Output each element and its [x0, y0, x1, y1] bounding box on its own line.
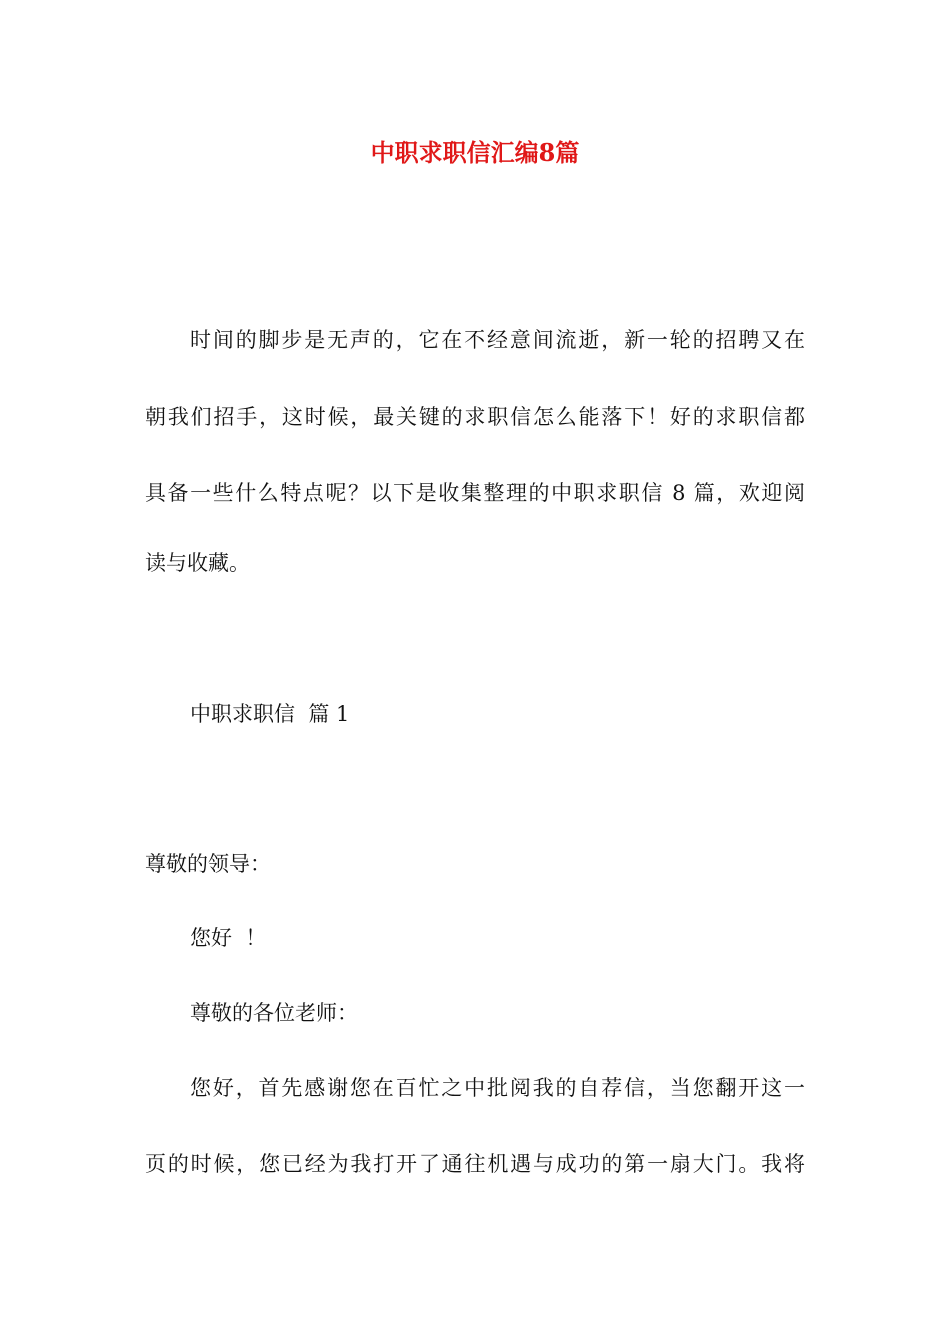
intro-line-2: 朝我们招手，这时候，最关键的求职信怎么能落下！好的求职信都 [145, 405, 805, 429]
body-line-2: 页的时候，您已经为我打开了通往机遇与成功的第一扇大门。我将 [145, 1152, 805, 1176]
intro-line-1: 时间的脚步是无声的，它在不经意间流逝，新一轮的招聘又在 [190, 328, 805, 352]
section-heading: 中职求职信 篇 1 [190, 702, 350, 726]
body-line-1: 您好，首先感谢您在百忙之中批阅我的自荐信，当您翻开这一 [190, 1076, 805, 1100]
salutation: 尊敬的领导： [145, 852, 271, 876]
intro-line-3: 具备一些什么特点呢？以下是收集整理的中职求职信 8 篇，欢迎阅 [145, 481, 805, 505]
salutation-teachers: 尊敬的各位老师： [190, 1001, 358, 1025]
greeting: 您好 ！ [190, 926, 267, 950]
document-title: 中职求职信汇编8篇 [370, 138, 580, 167]
intro-line-4: 读与收藏。 [145, 551, 250, 575]
